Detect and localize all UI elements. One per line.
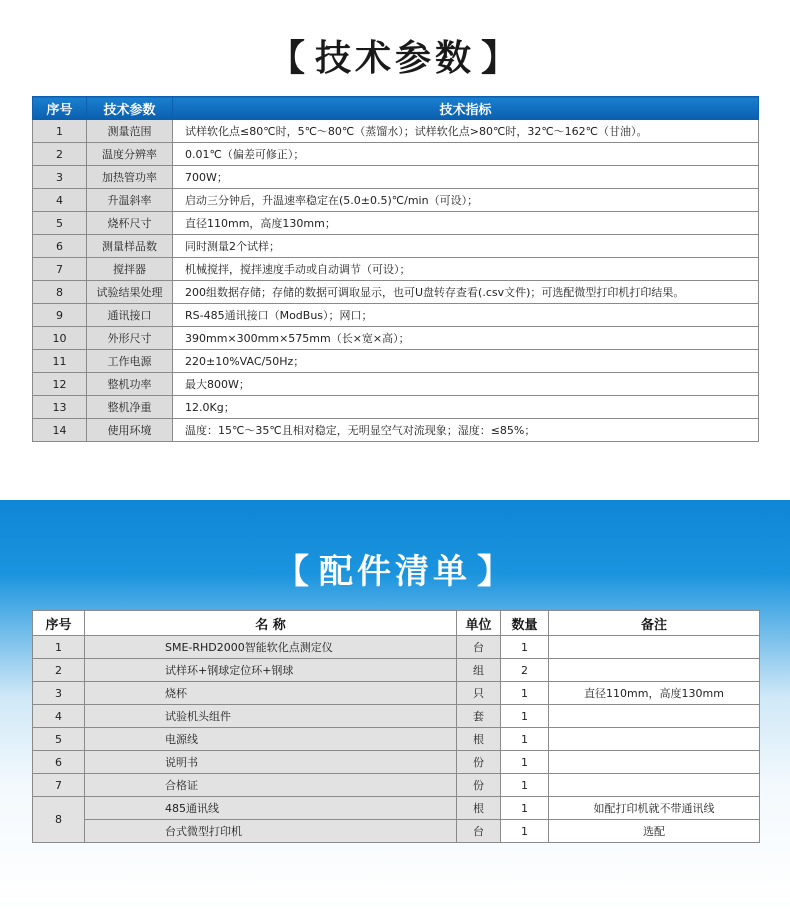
row-index: 6 [33, 235, 87, 258]
item-unit: 份 [457, 774, 501, 797]
param-value: 启动三分钟后，升温速率稳定在(5.0±0.5)℃/min（可设）； [173, 189, 759, 212]
table-row [33, 304, 759, 327]
item-remark [549, 728, 760, 751]
row-index: 7 [33, 258, 87, 281]
table-row [33, 659, 760, 682]
col-header-qty: 数量 [501, 611, 549, 636]
row-index: 4 [33, 189, 87, 212]
col-header-index: 序号 [33, 97, 87, 120]
param-name: 烧杯尺寸 [87, 212, 173, 235]
param-value: 220±10%VAC/50Hz； [173, 350, 759, 373]
param-value: 直径110mm，高度130mm； [173, 212, 759, 235]
table-row [33, 751, 760, 774]
row-index: 10 [33, 327, 87, 350]
param-name: 测量样品数 [87, 235, 173, 258]
row-index: 3 [33, 682, 85, 705]
item-remark: 直径110mm，高度130mm [549, 682, 760, 705]
table-row [33, 774, 760, 797]
item-name: 电源线 [85, 728, 457, 751]
spec-table-header [33, 97, 759, 120]
title-bracket-right: 】 [477, 552, 515, 592]
parts-section [0, 500, 790, 909]
row-index: 1 [33, 636, 85, 659]
row-index: 13 [33, 396, 87, 419]
item-qty: 1 [501, 705, 549, 728]
col-header-param: 技术参数 [87, 97, 173, 120]
param-value: 试样软化点≤80℃时，5℃～80℃（蒸馏水）；试样软化点>80℃时，32℃～162℃（甘油）。 [173, 120, 759, 143]
param-name: 测量范围 [87, 120, 173, 143]
row-index: 2 [33, 143, 87, 166]
parts-title-text: 配件清单 [319, 552, 471, 592]
item-unit: 套 [457, 705, 501, 728]
table-row [33, 120, 759, 143]
item-qty: 1 [501, 797, 549, 820]
spec-title-text: 技术参数 [314, 38, 475, 79]
table-row [33, 373, 759, 396]
item-unit: 组 [457, 659, 501, 682]
item-qty: 2 [501, 659, 549, 682]
param-name: 使用环境 [87, 419, 173, 442]
table-row [33, 327, 759, 350]
item-name: 试样环+钢球定位环+钢球 [85, 659, 457, 682]
param-value: 最大800W； [173, 373, 759, 396]
parts-title [0, 544, 790, 593]
title-bracket-left: 【 [275, 552, 313, 592]
param-name: 通讯接口 [87, 304, 173, 327]
table-row [33, 636, 760, 659]
col-header-name: 名 称 [85, 611, 457, 636]
table-row [33, 166, 759, 189]
parts-table-header [33, 611, 760, 636]
param-name: 加热管功率 [87, 166, 173, 189]
title-bracket-right: 】 [481, 38, 522, 79]
item-name: 485通讯线 [85, 797, 457, 820]
table-row [33, 419, 759, 442]
table-row [33, 350, 759, 373]
item-name: 烧杯 [85, 682, 457, 705]
row-index: 7 [33, 774, 85, 797]
item-qty: 1 [501, 774, 549, 797]
row-index: 8 [33, 281, 87, 304]
item-remark [549, 705, 760, 728]
col-header-remark: 备注 [549, 611, 760, 636]
table-row [33, 820, 760, 843]
item-unit: 台 [457, 636, 501, 659]
table-row [33, 396, 759, 419]
param-value: 同时测量2个试样； [173, 235, 759, 258]
table-row [33, 235, 759, 258]
row-index: 2 [33, 659, 85, 682]
param-name: 工作电源 [87, 350, 173, 373]
item-name: 试验机头组件 [85, 705, 457, 728]
param-value: RS-485通讯接口（ModBus）；网口； [173, 304, 759, 327]
item-unit: 份 [457, 751, 501, 774]
param-value: 12.0Kg； [173, 396, 759, 419]
item-qty: 1 [501, 636, 549, 659]
table-row [33, 189, 759, 212]
table-row [33, 797, 760, 820]
row-index: 5 [33, 728, 85, 751]
row-index: 12 [33, 373, 87, 396]
param-value: 200组数据存储；存储的数据可调取显示，也可U盘转存查看(.csv文件)；可选配微型打印机打印结果。 [173, 281, 759, 304]
row-index: 8 [33, 797, 85, 843]
param-value: 温度：15℃～35℃且相对稳定，无明显空气对流现象；湿度：≤85%； [173, 419, 759, 442]
item-unit: 只 [457, 682, 501, 705]
table-row [33, 682, 760, 705]
table-row [33, 212, 759, 235]
item-qty: 1 [501, 820, 549, 843]
table-row [33, 728, 760, 751]
item-qty: 1 [501, 682, 549, 705]
row-index: 3 [33, 166, 87, 189]
spec-title [0, 30, 790, 81]
param-value: 390mm×300mm×575mm（长×宽×高）； [173, 327, 759, 350]
item-qty: 1 [501, 728, 549, 751]
param-name: 整机净重 [87, 396, 173, 419]
table-row [33, 258, 759, 281]
row-index: 5 [33, 212, 87, 235]
param-name: 整机功率 [87, 373, 173, 396]
item-remark [549, 659, 760, 682]
row-index: 6 [33, 751, 85, 774]
row-index: 9 [33, 304, 87, 327]
param-name: 外形尺寸 [87, 327, 173, 350]
param-value: 700W； [173, 166, 759, 189]
item-unit: 台 [457, 820, 501, 843]
item-qty: 1 [501, 751, 549, 774]
item-unit: 根 [457, 728, 501, 751]
col-header-index: 序号 [33, 611, 85, 636]
spec-table [32, 96, 759, 442]
table-row [33, 281, 759, 304]
item-name: 台式微型打印机 [85, 820, 457, 843]
item-remark [549, 636, 760, 659]
col-header-spec: 技术指标 [173, 97, 759, 120]
item-remark [549, 774, 760, 797]
item-remark: 选配 [549, 820, 760, 843]
row-index: 1 [33, 120, 87, 143]
table-row [33, 143, 759, 166]
table-row [33, 705, 760, 728]
param-value: 机械搅拌，搅拌速度手动或自动调节（可设）； [173, 258, 759, 281]
param-value: 0.01℃（偏差可修正）； [173, 143, 759, 166]
item-unit: 根 [457, 797, 501, 820]
item-remark [549, 751, 760, 774]
row-index: 11 [33, 350, 87, 373]
row-index: 4 [33, 705, 85, 728]
param-name: 搅拌器 [87, 258, 173, 281]
title-bracket-left: 【 [268, 38, 309, 79]
row-index: 14 [33, 419, 87, 442]
param-name: 温度分辨率 [87, 143, 173, 166]
col-header-unit: 单位 [457, 611, 501, 636]
item-name: SME-RHD2000智能软化点测定仪 [85, 636, 457, 659]
item-name: 合格证 [85, 774, 457, 797]
param-name: 试验结果处理 [87, 281, 173, 304]
param-name: 升温斜率 [87, 189, 173, 212]
parts-table [32, 610, 760, 843]
item-remark: 如配打印机就不带通讯线 [549, 797, 760, 820]
item-name: 说明书 [85, 751, 457, 774]
